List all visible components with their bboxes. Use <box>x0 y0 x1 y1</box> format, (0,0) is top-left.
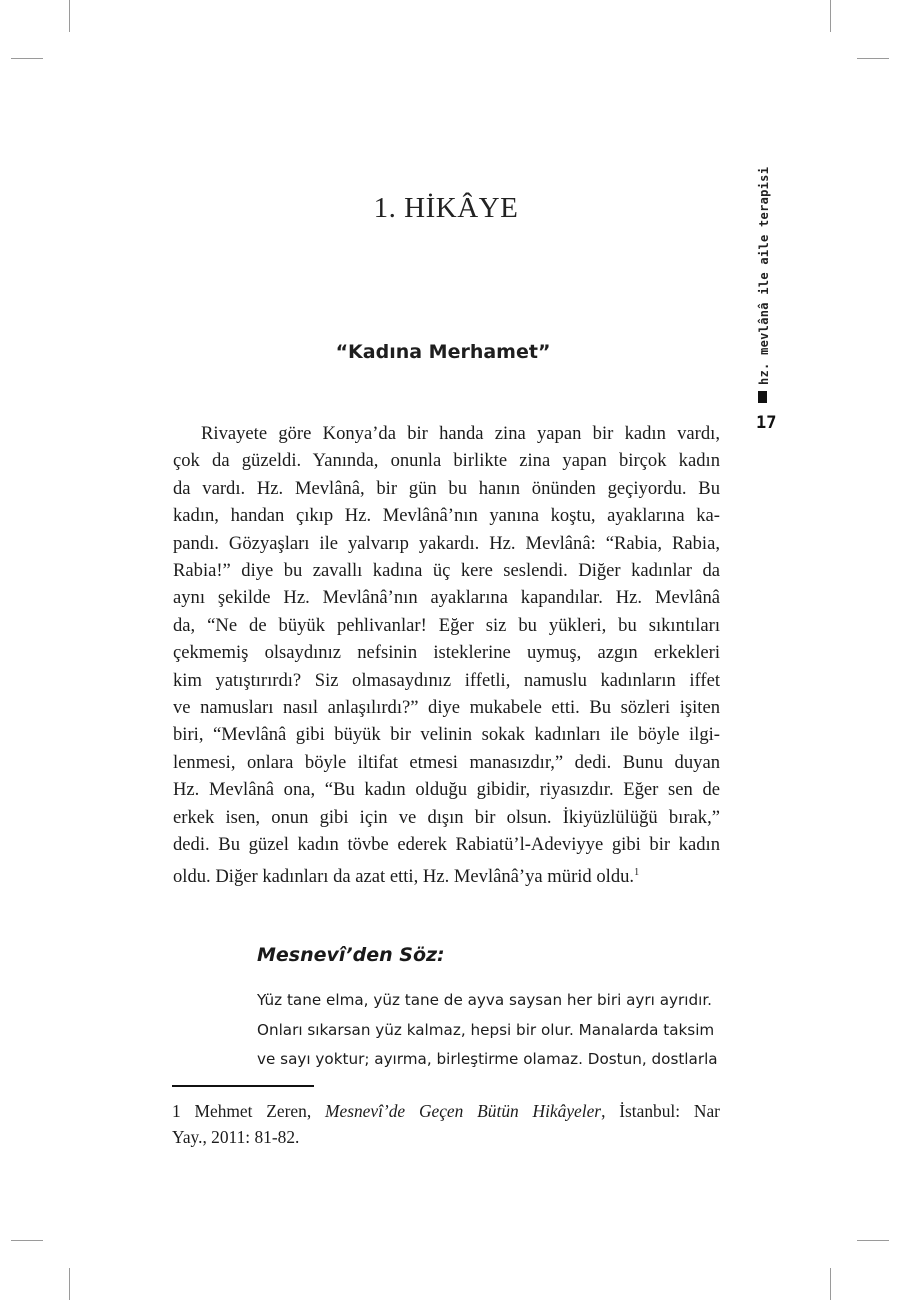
footnote <box>172 1098 720 1150</box>
footnote-book-title: Mesnevî’de Geçen Bütün Hikâyeler <box>324 1101 602 1121</box>
paragraph-line: pandı. Gözyaşları ile yalvarıp yakardı. Hz. Mevlânâ: “Rabia, Rabia, <box>173 532 720 554</box>
crop-mark <box>830 0 831 32</box>
running-head-book-title: hz. mevlânâ ile aile terapisi <box>757 166 771 385</box>
quote-line: Yüz tane elma, yüz tane de ayva saysan her biri ayrı ayrıdır. <box>257 991 712 1009</box>
footnote-line <box>172 1098 720 1124</box>
page-number: 17 <box>756 413 777 433</box>
footnote-prefix: 1 Mehmet Zeren, <box>172 1101 325 1121</box>
paragraph-line: da vardı. Hz. Mevlânâ, bir gün bu hanın önünden geçiyordu. Bu <box>173 477 720 499</box>
paragraph-line: çekmemiş olsaydınız nefsinin isteklerine uymuş, azgın erkekleri <box>173 642 720 664</box>
running-head-marker <box>758 391 767 403</box>
quote-line: Onları sıkarsan yüz kalmaz, hepsi bir olur. Manalarda taksim <box>257 1020 715 1039</box>
footnote-suffix: , İstanbul: Nar <box>601 1101 720 1121</box>
crop-mark <box>11 58 43 59</box>
paragraph-line: ve namusları nasıl anlaşılırdı?” diye mukabele etti. Bu sözleri işiten <box>173 697 720 719</box>
paragraph-line: kim yatıştırırdı? Siz olmasaydınız iffetli, namuslu kadınların iffet <box>173 669 720 691</box>
paragraph-line: erkek isen, onun gibi için ve dışın bir olsun. İkiyüzlülüğü bırak,” <box>173 806 720 828</box>
paragraph-line: Rabia!” diye bu zavallı kadına üç kere seslendi. Diğer kadınlar da <box>173 560 720 582</box>
crop-mark <box>857 58 889 59</box>
paragraph-line: dedi. Bu güzel kadın tövbe ederek Rabiatü’l-Adeviyye gibi bir kadın <box>173 834 720 856</box>
crop-mark <box>857 1240 889 1241</box>
quote-line: ve sayı yoktur; ayırma, birleştirme olamaz. Dostun, dostlarla <box>257 1050 718 1068</box>
paragraph-line: da, “Ne de büyük pehlivanlar! Eğer siz bu yükleri, bu sıkıntıları <box>173 614 720 636</box>
paragraph-line: Rivayete göre Konya’da bir handa zina yapan bir kadın vardı, <box>201 423 720 444</box>
chapter-title: 1. HİKÂYE <box>373 192 519 224</box>
paragraph-line: çok da güzeldi. Yanında, onunla birlikte zina yapan birçok kadın <box>173 450 720 472</box>
paragraph-line-text: oldu. Diğer kadınları da azat etti, Hz. Mevlânâ’ya mürid oldu. <box>173 865 635 887</box>
crop-mark <box>11 1240 43 1241</box>
quote-heading: Mesnevî’den Söz: <box>257 944 445 966</box>
crop-mark <box>69 1268 70 1300</box>
footnote-reference[interactable]: 1 <box>634 866 640 878</box>
story-paragraph <box>173 420 720 890</box>
quote-text <box>257 986 720 1075</box>
paragraph-line: Hz. Mevlânâ ona, “Bu kadın olduğu gibidir, riyasızdır. Eğer sen de <box>173 779 720 801</box>
section-title: “Kadına Merhamet” <box>335 341 551 363</box>
crop-mark <box>830 1268 831 1300</box>
footnote-separator <box>172 1085 314 1087</box>
paragraph-line: aynı şekilde Hz. Mevlânâ’nın ayaklarına kapandılar. Hz. Mevlânâ <box>173 587 720 609</box>
paragraph-line-last <box>173 859 720 890</box>
footnote-line: Yay., 2011: 81-82. <box>172 1127 300 1147</box>
crop-mark <box>69 0 70 32</box>
paragraph-line: biri, “Mevlânâ gibi büyük bir velinin sokak kadınları ile böyle ilgi- <box>173 724 720 746</box>
paragraph-line: kadın, handan çıkıp Hz. Mevlânâ’nın yanına koştu, ayaklarına ka- <box>173 505 720 527</box>
paragraph-line: lenmesi, onlara böyle iltifat etmesi manasızdır,” dedi. Bunu duyan <box>173 751 720 773</box>
